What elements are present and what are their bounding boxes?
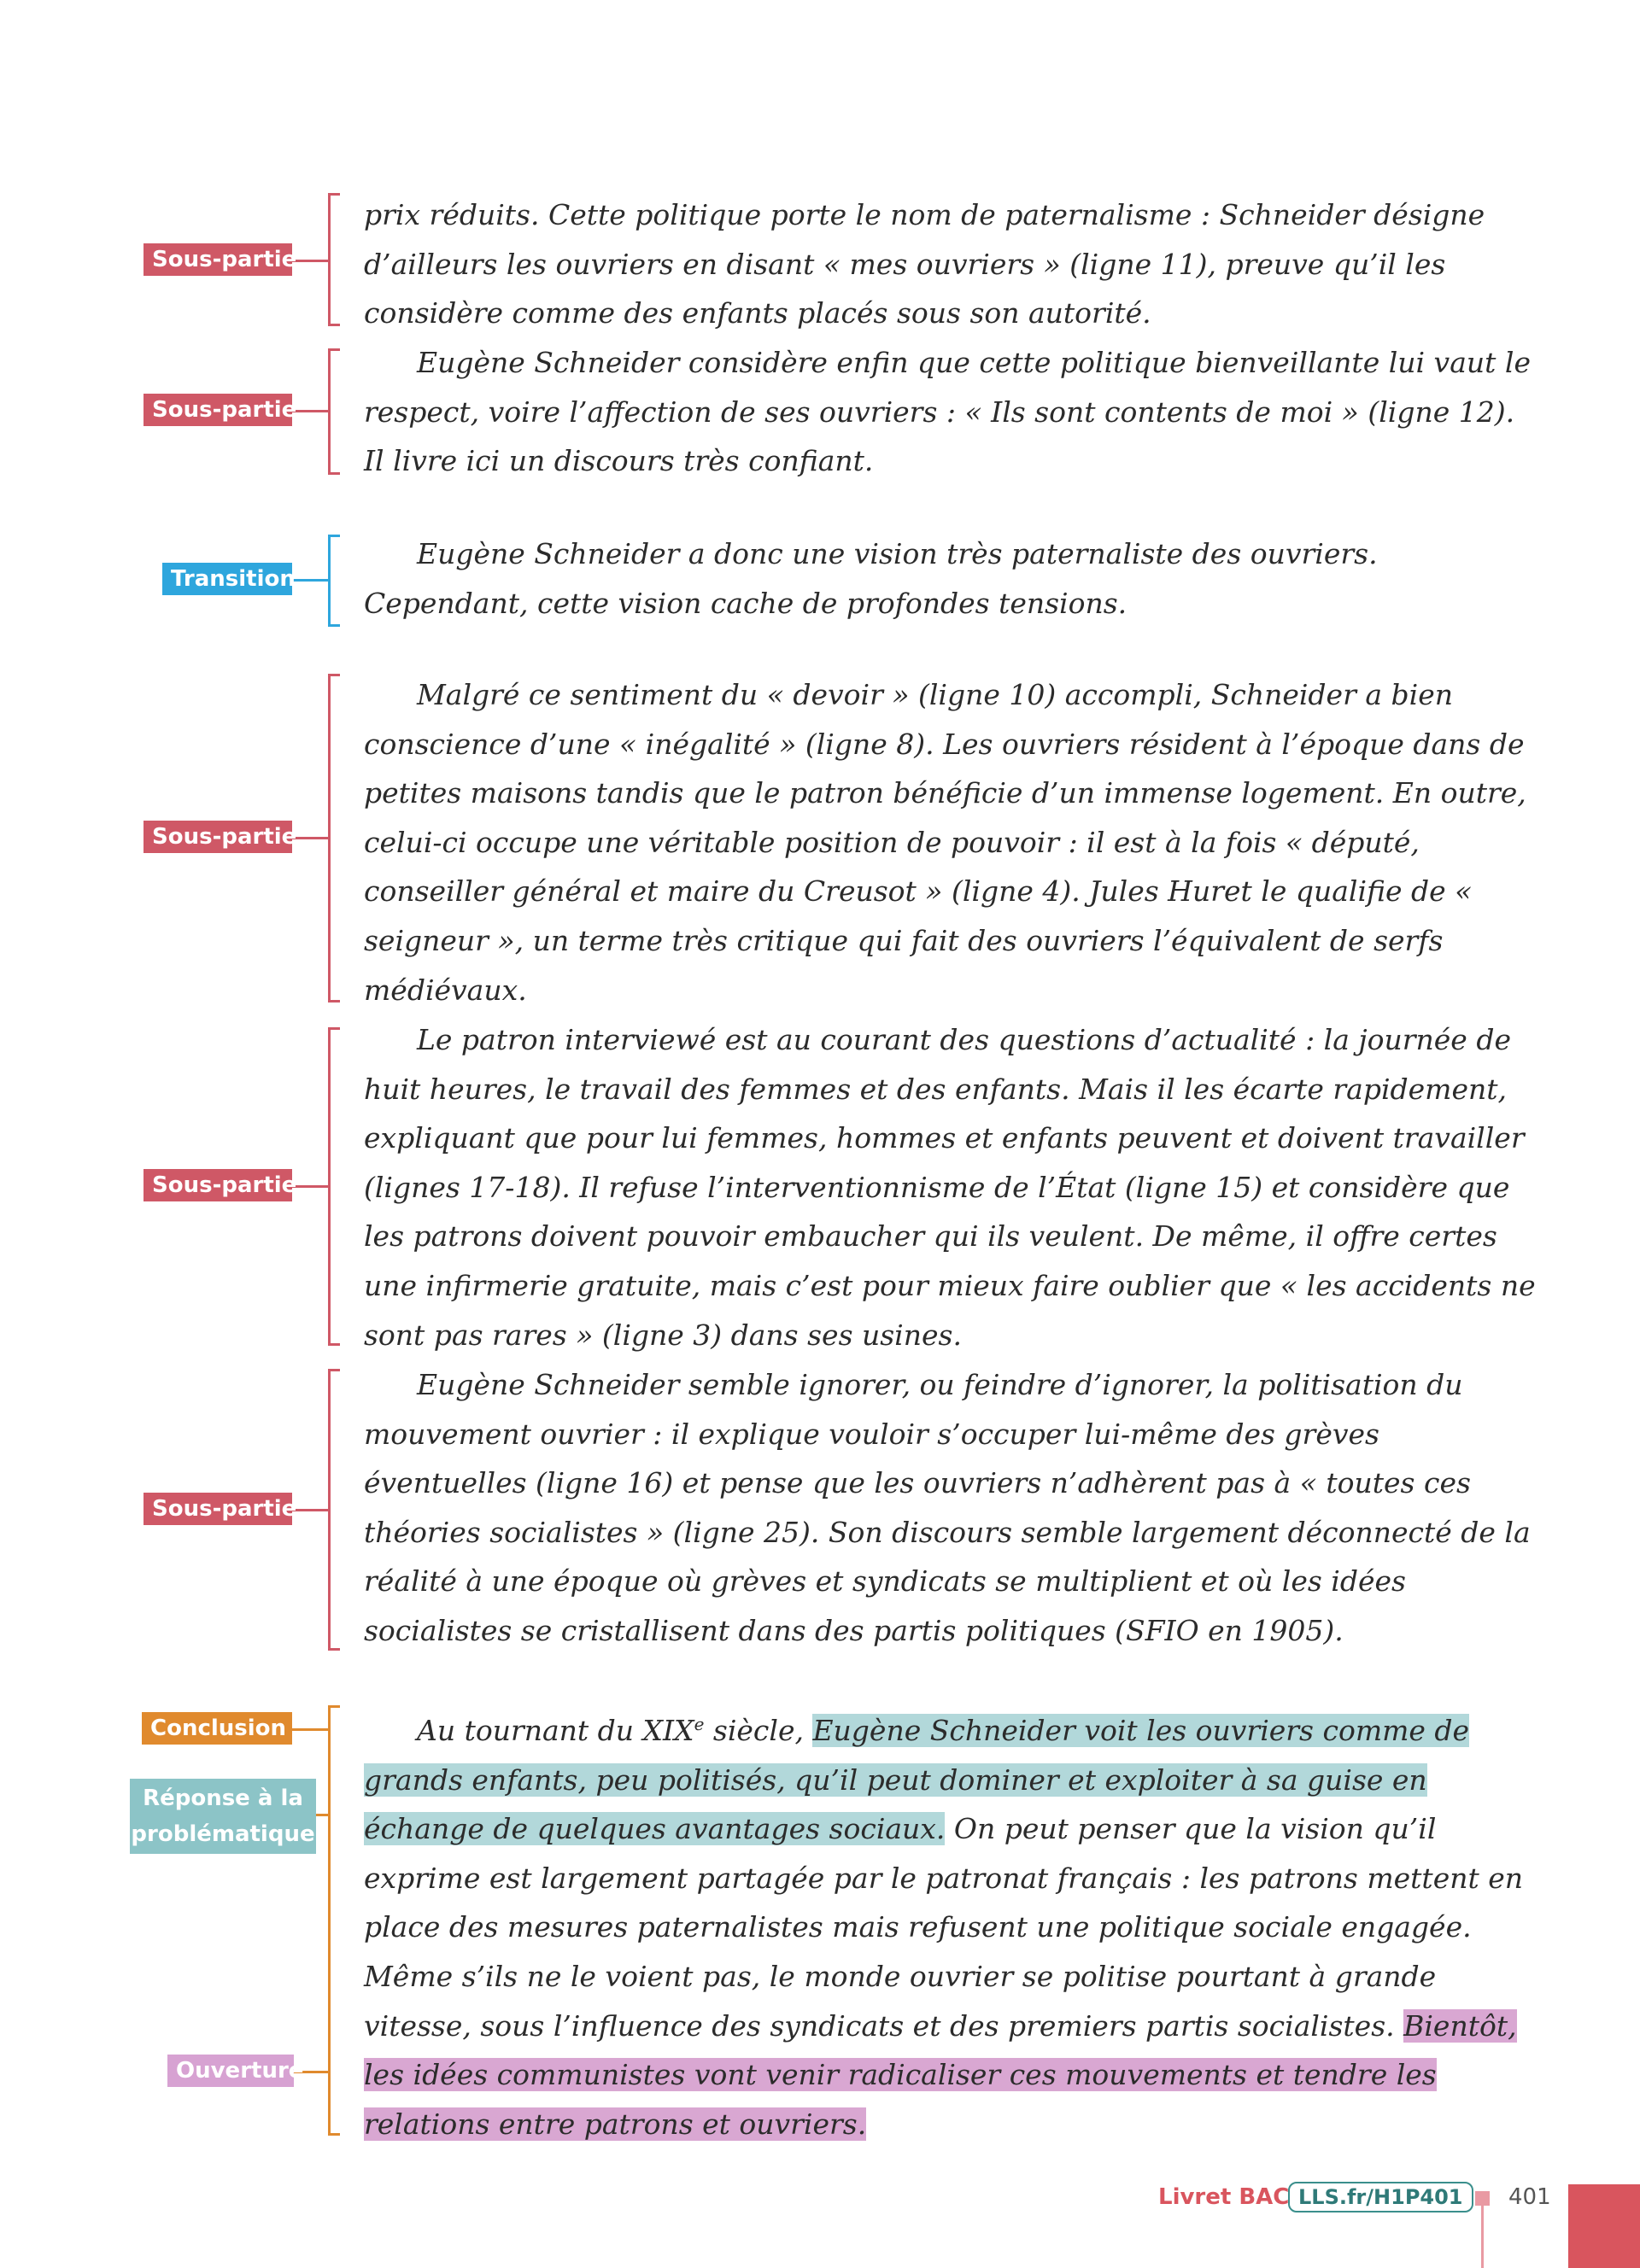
page-tab <box>1568 2184 1640 2268</box>
paragraph-6-text: Eugène Schneider semble ignorer, ou feindre d’ignorer, la politisation du mouvement ouvrier : il explique vouloir s’occuper lui-même des grèves éventuelles (ligne 16) et pense que les ouvriers n’adhèrent pas à « toutes ces théories socialistes » (ligne 25). Son discours semble largement déconnecté de la réalité à une époque où grèves et syndicats se multiplient et où les idées socialistes se cristallisent dans des partis politiques (SFIO en 1905). <box>364 1368 1531 1647</box>
paragraph-2 <box>364 338 1543 486</box>
paragraph-2-text: Eugène Schneider considère enfin que cette politique bienveillante lui vaut le respect, voire l’affection de ses ouvriers : « Ils sont contents de moi » (ligne 12). Il livre ici un discours très confiant. <box>364 346 1531 478</box>
footer-link[interactable]: LLS.fr/H1P401 <box>1288 2182 1473 2212</box>
connector-conclusion <box>290 1728 329 1731</box>
connector-transition <box>290 579 329 582</box>
bracket-conclusion <box>328 1705 340 2136</box>
label-reponse-line1: Réponse à la <box>143 1786 303 1811</box>
paragraph-5 <box>364 1015 1543 1359</box>
label-reponse-problematique <box>130 1779 316 1854</box>
conclusion-intro: Au tournant du XIX <box>417 1714 694 1747</box>
label-sous-partie-2: Sous-partie <box>144 394 292 426</box>
paragraph-4 <box>364 670 1543 1014</box>
bracket-sous-partie-5 <box>328 1369 340 1651</box>
bracket-sous-partie-1 <box>328 193 340 326</box>
conclusion-after-sup: siècle, <box>704 1714 813 1747</box>
bracket-sous-partie-4 <box>328 1027 340 1346</box>
conclusion-sup: e <box>694 1714 705 1734</box>
label-ouverture: Ouverture <box>167 2055 294 2087</box>
paragraph-transition <box>364 529 1543 628</box>
page-number: 401 <box>1508 2184 1551 2210</box>
connector-reponse <box>314 1814 329 1816</box>
paragraph-conclusion-text <box>364 1700 1543 2148</box>
label-sous-partie-4: Sous-partie <box>144 1169 292 1201</box>
footer-book-title: Livret BAC <box>1158 2184 1290 2210</box>
footer-marker-icon <box>1475 2191 1490 2206</box>
bracket-transition <box>328 535 340 627</box>
label-reponse-line2: problématique <box>131 1821 315 1847</box>
highlight-reponse: Eugène Schneider voit les ouvriers comme de grands enfants, peu politisés, qu’il peut dominer et exploiter à sa guise en échange de quelques avantages sociaux. <box>364 1714 1470 1846</box>
paragraph-1-text: prix réduits. Cette politique porte le nom de paternalisme : Schneider désigne d’ailleurs les ouvriers en disant « mes ouvriers » (ligne 11), preuve qu’il les considère comme des enfants placés sous son autorité. <box>364 198 1485 330</box>
paragraph-4-text: Malgré ce sentiment du « devoir » (ligne 10) accompli, Schneider a bien conscience d’une « inégalité » (ligne 8). Les ouvriers résident à l’époque dans de petites maisons tandis que le patron bénéficie d’un immense logement. En outre, celui-ci occupe une véritable position de pouvoir : il est à la fois « député, conseiller général et maire du Creusot » (ligne 4). Jules Huret le qualifie de « seigneur », un terme très critique qui fait des ouvriers l’équivalent de serfs médiévaux. <box>364 678 1526 1007</box>
label-sous-partie-3: Sous-partie <box>144 821 292 853</box>
bracket-sous-partie-2 <box>328 348 340 475</box>
paragraph-transition-text: Eugène Schneider a donc une vision très paternaliste des ouvriers. Cependant, cette vision cache de profondes tensions. <box>364 537 1378 620</box>
label-transition: Transition <box>162 563 292 595</box>
footer-rule <box>1481 2206 1484 2268</box>
label-sous-partie-5: Sous-partie <box>144 1493 292 1525</box>
label-sous-partie-1: Sous-partie <box>144 243 292 276</box>
paragraph-5-text: Le patron interviewé est au courant des questions d’actualité : la journée de huit heures, le travail des femmes et des enfants. Mais il les écarte rapidement, expliquant que pour lui femmes, hommes et enfants peuvent et doivent travailler (lignes 17-18). Il refuse l’interventionnisme de l’État (ligne 15) et considère que les patrons doivent pouvoir embaucher qui ils veulent. De même, il offre certes une infirmerie gratuite, mais c’est pour mieux faire oublier que « les accidents ne sont pas rares » (ligne 3) dans ses usines. <box>364 1023 1536 1352</box>
paragraph-conclusion <box>364 1700 1543 2148</box>
paragraph-1 <box>364 190 1543 338</box>
highlight-ouverture: Bientôt, les idées communistes vont venir radicaliser ces mouvements et tendre les relations entre patrons et ouvriers. <box>364 2008 1517 2141</box>
conclusion-middle: On peut penser que la vision qu’il exprime est largement partagée par le patronat français : les patrons mettent en place des mesures paternalistes mais refusent une politique sociale engagée. Même s’ils ne le voient pas, le monde ouvrier se politise pourtant à grande vitesse, sous l’influence des syndicats et des premiers partis socialistes. <box>364 1812 1524 2043</box>
label-conclusion: Conclusion <box>142 1712 292 1745</box>
paragraph-6 <box>364 1360 1543 1656</box>
bracket-sous-partie-3 <box>328 674 340 1002</box>
